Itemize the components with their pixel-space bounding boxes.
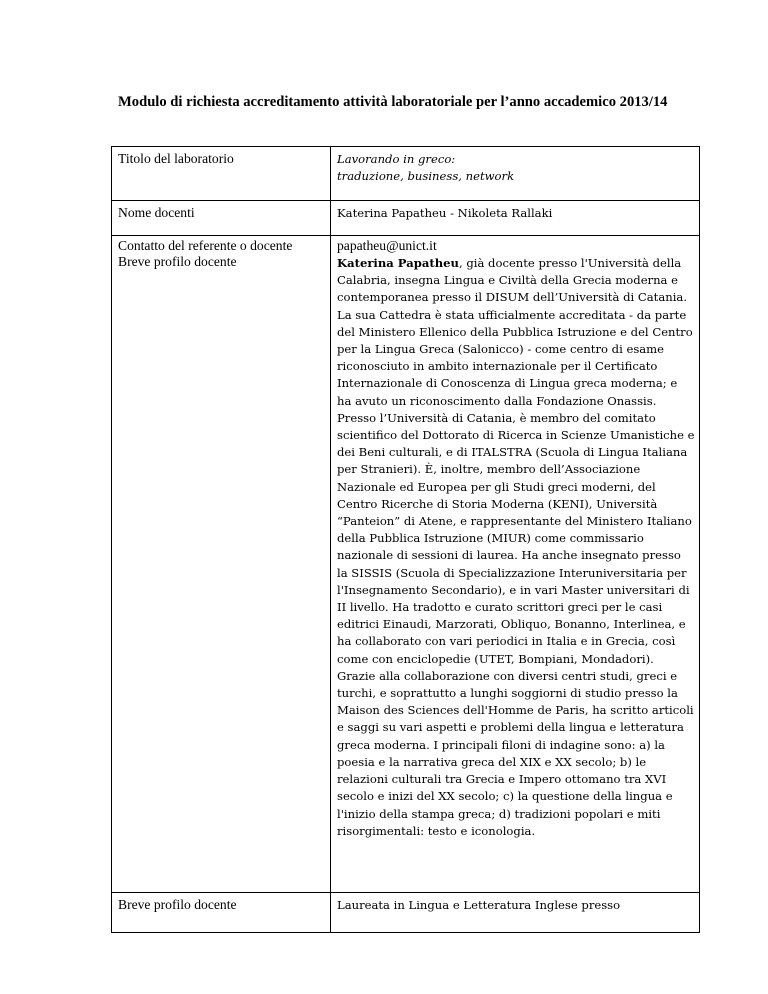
value-cell [331, 201, 700, 236]
document-title: Modulo di richiesta accreditamento attività laboratoriale per l’anno accademico 2013/14 [118, 94, 668, 110]
contatto-label: Contatto del referente o docente [118, 238, 293, 253]
profilo2-value: Laureata in Lingua e Letteratura Inglese presso [337, 898, 621, 912]
label-cell [112, 893, 331, 933]
profilo1-name: Katerina Papatheu [337, 256, 459, 270]
table-row-titolo [112, 147, 700, 201]
value-cell [331, 147, 700, 201]
titolo-label: Titolo del laboratorio [118, 151, 234, 166]
titolo-value-line1: Lavorando in greco: [337, 152, 456, 166]
titolo-value [331, 147, 699, 185]
value-cell [331, 236, 700, 893]
profilo1-text: , già docente presso l'Università della Calabria, insegna Lingua e Civiltà della Grecia moderna e contemporanea presso il DISUM dell’Università di Catania. La sua Cattedra è stata ufficialmente accreditata - da parte del Ministero Ellenico della Pubblica Istruzione e del Centro per la Lingua Greca (Salonicco) - come centro di esame riconosciuto in ambito internazionale per il Certificato Internazionale di Conoscenza di Lingua greca moderna; e ha avuto un riconoscimento dalla Fondazione Onassis. Presso l’Università di Catania, è membro del comitato scientifico del Dottorato di Ricerca in Scienze Umanistiche e dei Beni culturali, e di ITALSTRA (Scuola di Lingua Italiana per Stranieri). È, inoltre, membro dell’Associazione Nazionale ed Europea per gli Studi greci moderni, del Centro Ricerche di Storia Moderna (KENI), Università “Panteion” di Atene, e rappresentante del Ministero Italiano della Pubblica Istruzione (MIUR) come commissario nazionale di sessioni di laurea. Ha anche insegnato presso la SISSIS (Scuola di Specializzazione Interuniversitaria per l'Insegnamento Secondario), e in vari Master universitari di II livello. Ha tradotto e curato scrittori greci per le casi editrici Einaudi, Marzorati, Obliquo, Bonanno, Interlinea, e ha collaborato con vari periodici in Italia e in Grecia, così come con enciclopedie (UTET, Bompiani, Mondadori). Grazie alla collaborazione con diversi centri studi, greci e turchi, e soprattutto a lunghi soggiorni di studio presso la Maison des Sciences dell'Homme de Paris, ha scritto articoli e saggi su vari aspetti e problemi della lingua e letteratura greca moderna. I principali filoni di indagine sono: a) la poesia e la narrativa greca del XIX e XX secolo; b) le relazioni culturali tra Grecia e Impero ottomano tra XVI secolo e inizi del XX secolo; c) la questione della lingua e l'inizio della stampa greca; d) tradizioni popolari e miti risorgimentali: testo e iconologia. [337, 256, 695, 838]
course-form-table [111, 146, 700, 933]
table-row-contatto-profilo [112, 236, 700, 893]
contatto-value: papatheu@unict.it [337, 238, 437, 253]
profilo1-value [331, 254, 699, 840]
table-row-profilo2 [112, 893, 700, 933]
value-cell [331, 893, 700, 933]
label-cell [112, 236, 331, 893]
profilo1-label: Breve profilo docente [118, 254, 237, 269]
docenti-value: Katerina Papatheu - Nikoleta Rallaki [337, 206, 553, 220]
profilo2-label: Breve profilo docente [118, 897, 237, 912]
label-cell [112, 201, 331, 236]
docenti-label: Nome docenti [118, 205, 195, 220]
titolo-value-line2: traduzione, business, network [337, 169, 515, 184]
table-row-docenti [112, 201, 700, 236]
label-cell [112, 147, 331, 201]
